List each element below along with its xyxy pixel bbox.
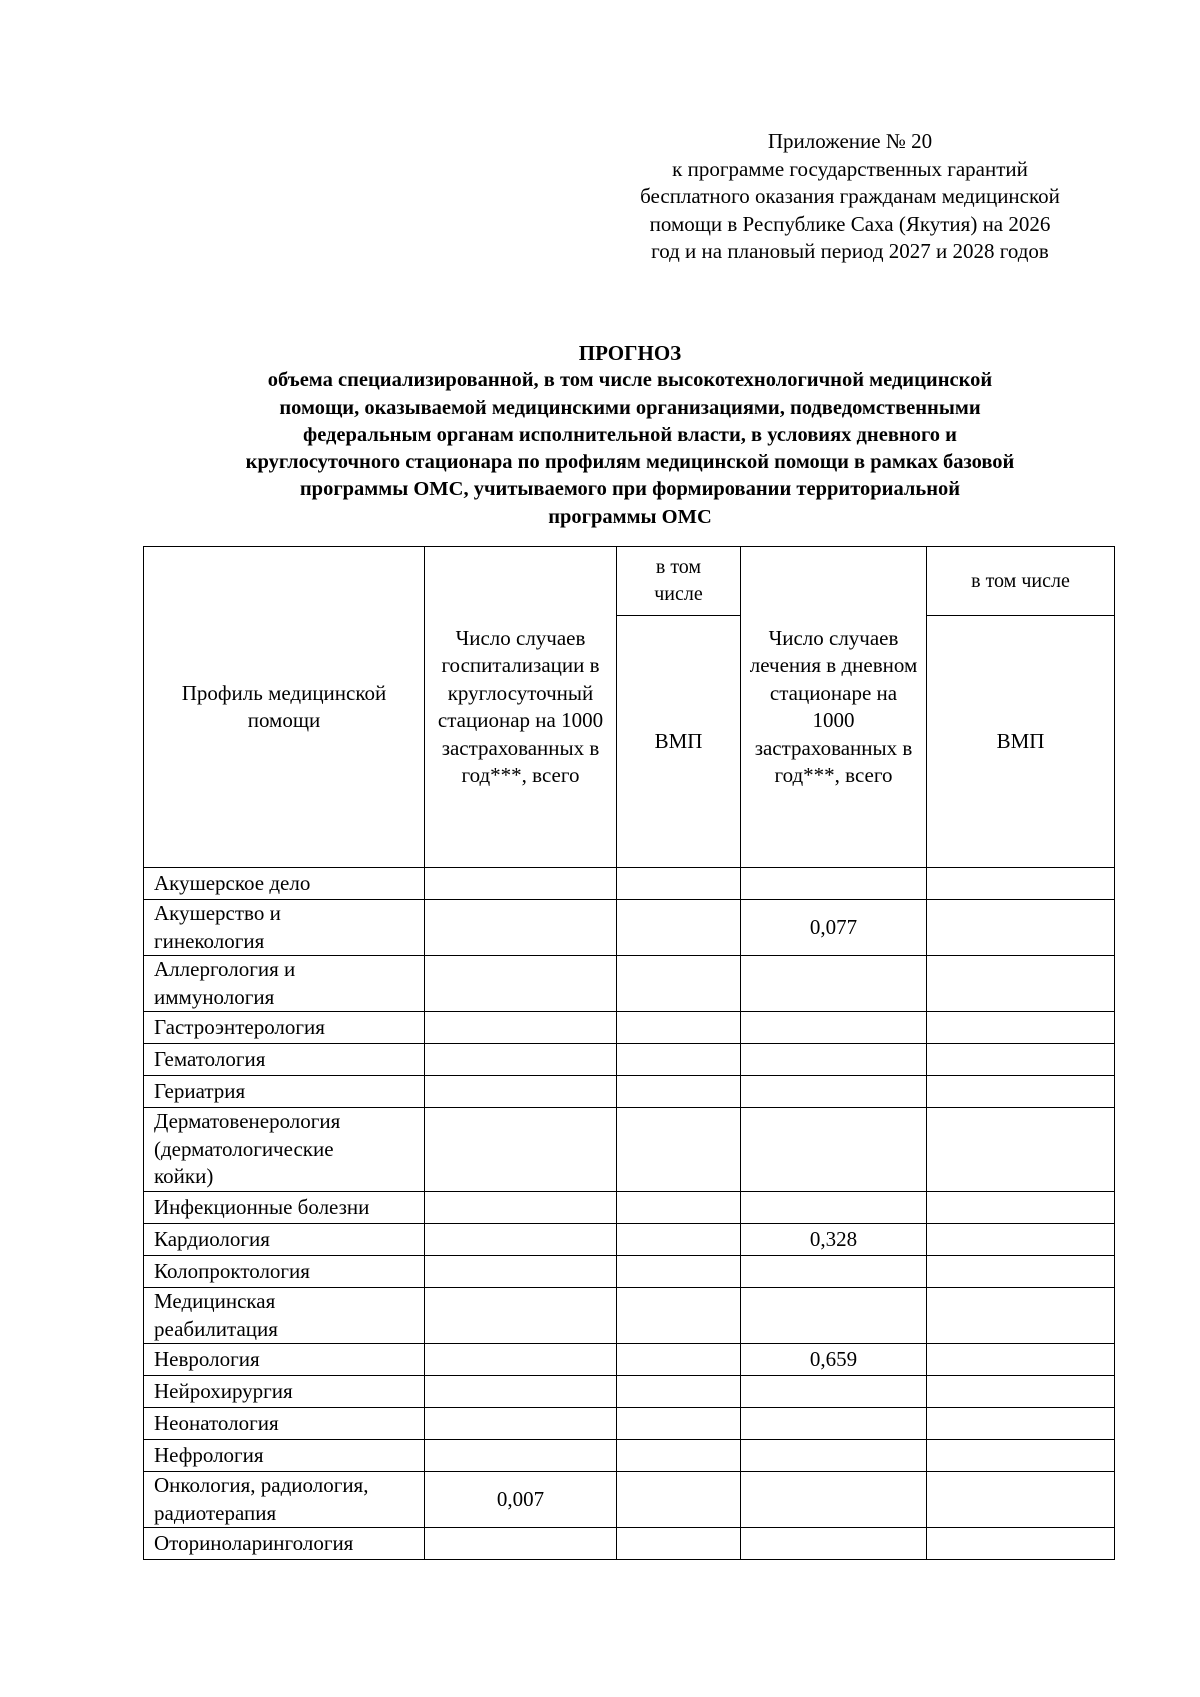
cell-day-cases [741, 868, 927, 900]
cell-hospital-vmp [617, 956, 741, 1012]
cell-hospital-vmp [617, 900, 741, 956]
profile-line: Акушерство и [154, 901, 281, 925]
cell-hospital-vmp [617, 1440, 741, 1472]
cell-hospital-cases [425, 868, 617, 900]
cell-hospital-cases: 0,007 [425, 1472, 617, 1528]
cell-profile [144, 1440, 425, 1472]
cell-day-vmp [927, 956, 1115, 1012]
cell-day-cases [741, 1288, 927, 1344]
table-row [144, 1108, 1115, 1192]
cell-profile [144, 1044, 425, 1076]
cell-day-vmp [927, 1108, 1115, 1192]
cell-hospital-vmp [617, 1076, 741, 1108]
profile-line: Акушерское дело [154, 870, 311, 895]
cell-hospital-cases [425, 1224, 617, 1256]
header-day-cases: Число случаев лечения в дневном стационаре на 1000 застрахованных в год***, всего [741, 547, 927, 868]
cell-profile [144, 1376, 425, 1408]
cell-day-cases [741, 1528, 927, 1560]
table-row [144, 1288, 1115, 1344]
profile-line: радиотерапия [154, 1500, 277, 1525]
cell-hospital-vmp [617, 1376, 741, 1408]
heading-line: круглосуточного стационара по профилям медицинской помощи в рамках базовой [245, 451, 1015, 474]
profile-line: иммунология [154, 984, 275, 1009]
cell-hospital-cases [425, 1344, 617, 1376]
cell-day-vmp [927, 1224, 1115, 1256]
cell-day-cases [741, 1108, 927, 1192]
annex-line: год и на плановый период 2027 и 2028 годов [651, 239, 1049, 263]
table-row [144, 1012, 1115, 1044]
cell-profile [144, 1076, 425, 1108]
cell-day-cases [741, 1076, 927, 1108]
cell-hospital-vmp [617, 1012, 741, 1044]
table-row [144, 1440, 1115, 1472]
cell-hospital-cases [425, 1288, 617, 1344]
profile-line: Гериатрия [154, 1078, 246, 1103]
table-row [144, 1344, 1115, 1376]
cell-hospital-vmp [617, 1256, 741, 1288]
table-row [144, 1192, 1115, 1224]
heading-line: помощи, оказываемой медицинскими организациями, подведомственными [279, 396, 981, 419]
profile-line: Нефрология [154, 1442, 264, 1467]
cell-hospital-vmp [617, 1192, 741, 1224]
cell-day-cases: 0,077 [741, 900, 927, 956]
cell-hospital-cases [425, 1108, 617, 1192]
profile-line: гинекология [154, 928, 265, 953]
cell-day-cases [741, 956, 927, 1012]
cell-day-vmp [927, 1528, 1115, 1560]
cell-profile [144, 956, 425, 1012]
profile-line: Аллергология и [154, 957, 296, 981]
table-row [144, 956, 1115, 1012]
profile-line: Инфекционные болезни [154, 1194, 370, 1219]
heading-line: федеральным органам исполнительной власти, в условиях дневного и [303, 423, 957, 446]
profile-line: Неврология [154, 1346, 260, 1371]
cell-hospital-cases [425, 900, 617, 956]
cell-day-vmp [927, 1044, 1115, 1076]
cell-hospital-vmp [617, 1044, 741, 1076]
cell-day-vmp [927, 1076, 1115, 1108]
annex-line: Приложение № 20 [767, 129, 933, 153]
table-row [144, 1376, 1115, 1408]
profile-line: Медицинская [154, 1289, 276, 1313]
table-row [144, 1224, 1115, 1256]
cell-day-cases [741, 1012, 927, 1044]
profile-line: Гастроэнтерология [154, 1014, 325, 1039]
cell-hospital-vmp [617, 1344, 741, 1376]
document-heading [140, 340, 1120, 531]
cell-day-cases: 0,328 [741, 1224, 927, 1256]
cell-profile [144, 1224, 425, 1256]
cell-profile [144, 1192, 425, 1224]
table-row [144, 1044, 1115, 1076]
profile-line: Нейрохирургия [154, 1378, 293, 1403]
cell-day-vmp [927, 1408, 1115, 1440]
cell-hospital-vmp [617, 1108, 741, 1192]
heading-line: объема специализированной, в том числе высокотехнологичной медицинской [267, 369, 993, 392]
table-row [144, 1528, 1115, 1560]
annex-block [600, 128, 1100, 266]
cell-profile [144, 1012, 425, 1044]
cell-hospital-cases [425, 1376, 617, 1408]
cell-hospital-vmp [617, 1408, 741, 1440]
table-row [144, 1076, 1115, 1108]
cell-profile [144, 1256, 425, 1288]
cell-hospital-cases [425, 956, 617, 1012]
cell-day-cases [741, 1192, 927, 1224]
cell-hospital-vmp [617, 1224, 741, 1256]
header-including-hospital: в том числе [617, 547, 741, 616]
profile-line: Гематология [154, 1046, 266, 1071]
profile-line: Дерматовенерология [154, 1109, 341, 1134]
heading-line: программы ОМС [548, 505, 712, 528]
table-row [144, 900, 1115, 956]
annex-line: помощи в Республике Саха (Якутия) на 2026 [649, 211, 1051, 236]
cell-day-vmp [927, 900, 1115, 956]
profile-line: Кардиология [154, 1226, 270, 1251]
cell-hospital-vmp [617, 1472, 741, 1528]
cell-day-vmp [927, 1440, 1115, 1472]
cell-day-vmp [927, 1344, 1115, 1376]
table-row [144, 1472, 1115, 1528]
header-including-day: в том числе [927, 547, 1115, 616]
cell-hospital-vmp [617, 1528, 741, 1560]
table-row [144, 868, 1115, 900]
header-row [144, 547, 1115, 616]
heading-line: программы ОМС, учитываемого при формировании территориальной [299, 478, 961, 501]
cell-profile [144, 1288, 425, 1344]
cell-hospital-vmp [617, 868, 741, 900]
cell-profile [144, 1108, 425, 1192]
profile-line: реабилитация [154, 1316, 278, 1341]
header-profile: Профиль медицинской помощи [144, 547, 425, 868]
table-row [144, 1408, 1115, 1440]
cell-day-cases [741, 1408, 927, 1440]
forecast-table [143, 546, 1115, 1560]
cell-hospital-cases [425, 1256, 617, 1288]
cell-profile [144, 868, 425, 900]
cell-day-vmp [927, 1288, 1115, 1344]
cell-day-vmp [927, 1256, 1115, 1288]
cell-hospital-cases [425, 1192, 617, 1224]
cell-hospital-cases [425, 1408, 617, 1440]
cell-day-vmp [927, 1472, 1115, 1528]
cell-profile [144, 1408, 425, 1440]
profile-line: койки) [154, 1164, 214, 1189]
cell-hospital-cases [425, 1044, 617, 1076]
cell-hospital-cases [425, 1528, 617, 1560]
header-vmp-hospital: ВМП [617, 616, 741, 868]
cell-day-cases: 0,659 [741, 1344, 927, 1376]
table-row [144, 1256, 1115, 1288]
cell-hospital-cases [425, 1440, 617, 1472]
cell-profile [144, 1472, 425, 1528]
document-title: ПРОГНОЗ [578, 341, 682, 365]
cell-profile [144, 1528, 425, 1560]
cell-day-cases [741, 1472, 927, 1528]
cell-hospital-cases [425, 1076, 617, 1108]
cell-day-cases [741, 1376, 927, 1408]
header-hospital-cases: Число случаев госпитализации в круглосуточный стационар на 1000 застрахованных в год***, всего [425, 547, 617, 868]
profile-line: (дерматологические [154, 1136, 334, 1161]
cell-day-vmp [927, 868, 1115, 900]
profile-line: Оториноларингология [154, 1530, 354, 1555]
cell-day-cases [741, 1440, 927, 1472]
cell-hospital-vmp [617, 1288, 741, 1344]
cell-day-vmp [927, 1192, 1115, 1224]
profile-line: Онкология, радиология, [154, 1473, 369, 1497]
annex-line: к программе государственных гарантий [672, 156, 1028, 181]
profile-line: Колопроктология [154, 1258, 310, 1283]
profile-line: Неонатология [154, 1410, 279, 1435]
annex-line: бесплатного оказания гражданам медицинской [640, 184, 1060, 208]
cell-hospital-cases [425, 1012, 617, 1044]
cell-day-cases [741, 1256, 927, 1288]
cell-day-cases [741, 1044, 927, 1076]
cell-day-vmp [927, 1376, 1115, 1408]
cell-profile [144, 1344, 425, 1376]
cell-day-vmp [927, 1012, 1115, 1044]
cell-profile [144, 900, 425, 956]
header-vmp-day: ВМП [927, 616, 1115, 868]
